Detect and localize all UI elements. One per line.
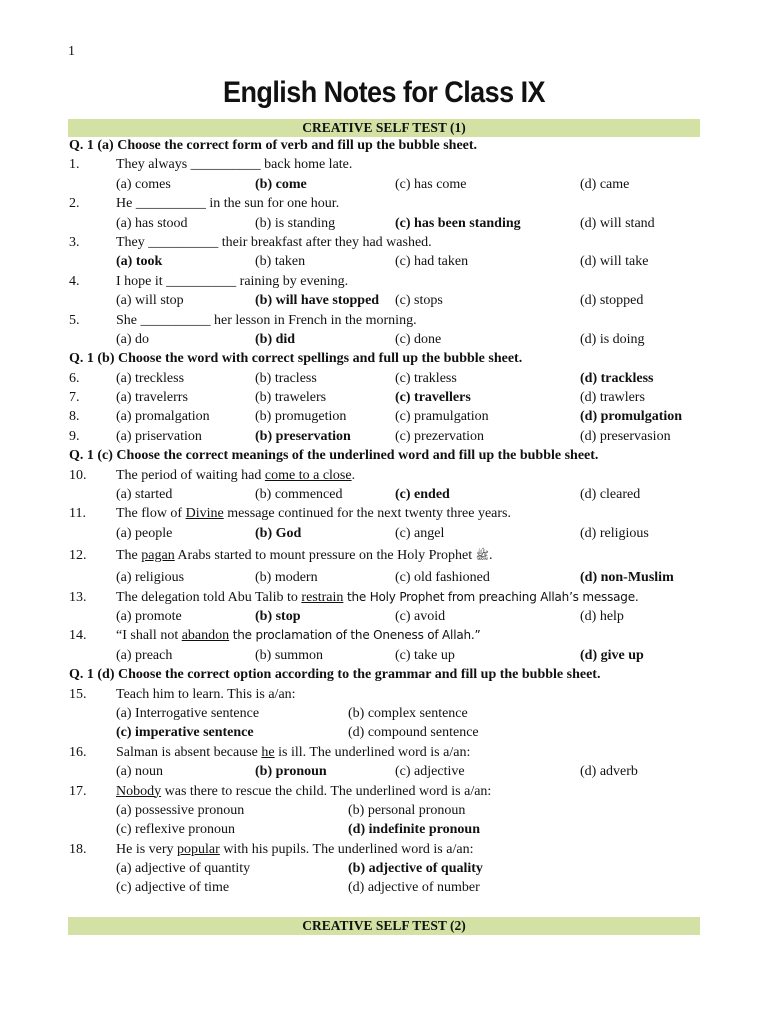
question-10-options <box>69 485 709 504</box>
question-15-options-row-1 <box>69 704 709 723</box>
question-number: 15. <box>69 686 87 702</box>
question-text: They __________ their breakfast after they had washed. <box>116 234 432 250</box>
option-c: (c) old fashioned <box>395 570 490 586</box>
question-number: 3. <box>69 234 80 250</box>
question-18 <box>69 840 709 859</box>
option-c: (c) prezervation <box>395 428 484 444</box>
question-number: 9. <box>69 428 80 444</box>
question-text: The flow of Divine message continued for the next twenty three years. <box>116 506 511 522</box>
question-3-options <box>69 252 709 271</box>
question-number: 13. <box>69 589 87 605</box>
option-a: (a) adjective of quantity <box>116 861 251 877</box>
section-c-heading: Q. 1 (c) Choose the correct meanings of the underlined word and fill up the bubble sheet. <box>69 448 599 464</box>
question-number: 5. <box>69 312 80 328</box>
option-b-correct: (b) come <box>255 176 307 192</box>
option-c-correct: (c) travellers <box>395 390 471 406</box>
question-3 <box>69 233 709 252</box>
question-17-options-row-2 <box>69 820 709 839</box>
option-c: (c) take up <box>395 647 455 663</box>
option-a: (a) Interrogative sentence <box>116 705 260 721</box>
question-text: He __________ in the sun for one hour. <box>116 196 340 212</box>
option-b: (b) summon <box>255 647 324 663</box>
option-d: (d) will take <box>580 254 649 270</box>
question-text: “I shall not abandon the proclamation of the Oneness of Allah.” <box>116 628 481 644</box>
question-text: The period of waiting had come to a close. <box>116 467 356 483</box>
option-b-correct: (b) stop <box>255 608 301 624</box>
page-number: 1 <box>68 44 75 59</box>
option-d-correct: (d) non-Muslim <box>580 570 674 586</box>
question-5 <box>69 311 709 330</box>
question-number: 4. <box>69 273 80 289</box>
question-10 <box>69 466 709 485</box>
option-a: (a) do <box>116 331 150 347</box>
option-d: (d) stopped <box>580 293 644 309</box>
option-c: (c) adjective of time <box>116 880 230 896</box>
option-c: (c) angel <box>395 525 445 541</box>
question-number: 17. <box>69 783 87 799</box>
option-b: (b) tracless <box>255 370 317 386</box>
option-c: (c) done <box>395 331 442 347</box>
option-b-correct: (b) adjective of quality <box>348 861 483 877</box>
question-13 <box>69 588 709 607</box>
option-c: (c) adjective <box>395 764 465 780</box>
option-b: (b) modern <box>255 570 318 586</box>
question-13-options <box>69 607 709 626</box>
question-15-options-row-2 <box>69 723 709 742</box>
question-number: 10. <box>69 467 87 483</box>
option-d: (d) is doing <box>580 331 645 347</box>
underlined-word: Divine <box>185 506 224 522</box>
underlined-word: popular <box>177 841 220 857</box>
question-list <box>69 136 709 898</box>
option-b: (b) personal pronoun <box>348 802 466 818</box>
question-11-options <box>69 524 709 543</box>
option-c: (c) has come <box>395 176 467 192</box>
section-b-heading: Q. 1 (b) Choose the word with correct spellings and full up the bubble sheet. <box>69 351 523 367</box>
option-a: (a) noun <box>116 764 164 780</box>
question-14-options <box>69 646 709 665</box>
question-number: 1. <box>69 157 80 173</box>
underlined-word: pagan <box>141 548 175 564</box>
question-number: 14. <box>69 628 87 644</box>
option-b: (b) is standing <box>255 215 336 231</box>
option-c: (c) had taken <box>395 254 469 270</box>
option-b: (b) taken <box>255 254 306 270</box>
option-c-correct: (c) has been standing <box>395 215 521 231</box>
question-number: 18. <box>69 841 87 857</box>
question-4-options <box>69 291 709 310</box>
question-15 <box>69 685 709 704</box>
option-a: (a) preach <box>116 647 173 663</box>
question-number: 6. <box>69 370 80 386</box>
option-d: (d) came <box>580 176 630 192</box>
question-11 <box>69 504 709 523</box>
underlined-word: he <box>261 744 275 760</box>
question-18-options-row-1 <box>69 859 709 878</box>
question-16-options <box>69 762 709 781</box>
question-number: 2. <box>69 196 80 212</box>
question-16 <box>69 743 709 762</box>
option-a: (a) promalgation <box>116 409 210 425</box>
question-2-options <box>69 214 709 233</box>
underlined-word: restrain <box>301 589 344 605</box>
option-b-correct: (b) will have stopped <box>255 293 380 309</box>
question-number: 11. <box>69 506 86 522</box>
section-a-heading: Q. 1 (a) Choose the correct form of verb and fill up the bubble sheet. <box>69 138 478 153</box>
option-b-correct: (b) pronoun <box>255 764 327 780</box>
option-b-correct: (b) did <box>255 331 296 347</box>
option-d: (d) trawlers <box>580 390 645 406</box>
question-17 <box>69 782 709 801</box>
question-number: 12. <box>69 548 87 564</box>
test-2-heading: CREATIVE SELF TEST (2) <box>68 917 700 935</box>
option-c: (c) pramulgation <box>395 409 489 425</box>
option-c: (c) stops <box>395 293 443 309</box>
option-d: (d) religious <box>580 525 649 541</box>
option-c: (c) trakless <box>395 370 457 386</box>
question-text: They always __________ back home late. <box>116 157 353 173</box>
option-d-correct: (d) give up <box>580 647 644 663</box>
option-d: (d) cleared <box>580 487 641 503</box>
option-b: (b) trawelers <box>255 390 327 406</box>
page-title: English Notes for Class IX <box>222 76 546 109</box>
question-text: The pagan Arabs started to mount pressure on the Holy Prophet ﷺ. <box>116 548 493 564</box>
question-7 <box>69 388 709 407</box>
option-a: (a) travelerrs <box>116 390 188 406</box>
underlined-word: Nobody <box>116 783 162 799</box>
option-b-correct: (b) God <box>255 525 302 541</box>
option-a: (a) has stood <box>116 215 188 231</box>
question-2 <box>69 194 709 213</box>
option-a: (a) started <box>116 487 173 503</box>
question-6 <box>69 369 709 388</box>
question-5-options <box>69 330 709 349</box>
option-d-correct: (d) indefinite pronoun <box>348 822 480 838</box>
option-d: (d) preservasion <box>580 428 671 444</box>
option-b: (b) commenced <box>255 487 343 503</box>
option-a-correct: (a) took <box>116 254 163 270</box>
underlined-word: come to a close <box>264 467 352 483</box>
question-text: The delegation told Abu Talib to restrain the Holy Prophet from preaching Allah’s message. <box>116 589 639 605</box>
option-a: (a) will stop <box>116 293 184 309</box>
section-d-heading: Q. 1 (d) Choose the correct option according to the grammar and fill up the bubble sheet. <box>69 667 601 683</box>
option-d: (d) will stand <box>580 215 655 231</box>
question-number: 8. <box>69 409 80 425</box>
option-c: (c) reflexive pronoun <box>116 822 235 838</box>
question-1 <box>69 155 709 174</box>
option-c-correct: (c) ended <box>395 487 450 503</box>
question-text: Nobody was there to rescue the child. The underlined word is a/an: <box>116 783 492 799</box>
question-9 <box>69 427 709 446</box>
question-12 <box>69 543 709 568</box>
option-d: (d) help <box>580 608 624 624</box>
option-b: (b) promugetion <box>255 409 347 425</box>
option-d: (d) compound sentence <box>348 725 479 741</box>
question-14 <box>69 626 709 645</box>
option-d: (d) adjective of number <box>348 880 480 896</box>
question-number: 7. <box>69 390 80 406</box>
option-d: (d) adverb <box>580 764 638 780</box>
option-c: (c) avoid <box>395 608 446 624</box>
question-text: She __________ her lesson in French in the morning. <box>116 312 417 328</box>
question-number: 16. <box>69 744 87 760</box>
option-a: (a) priservation <box>116 428 202 444</box>
option-b-correct: (b) preservation <box>255 428 351 444</box>
question-17-options-row-1 <box>69 801 709 820</box>
question-8 <box>69 407 709 426</box>
option-a: (a) treckless <box>116 370 185 386</box>
question-text: I hope it __________ raining by evening. <box>116 273 349 289</box>
question-text: Teach him to learn. This is a/an: <box>116 686 296 702</box>
test-1-heading: CREATIVE SELF TEST (1) <box>68 119 700 137</box>
underlined-word: abandon <box>181 628 230 644</box>
honorific-glyph: ﷺ <box>475 549 489 563</box>
question-text: He is very popular with his pupils. The underlined word is a/an: <box>116 841 474 857</box>
option-d-correct: (d) trackless <box>580 370 654 386</box>
option-a: (a) promote <box>116 608 182 624</box>
option-c-correct: (c) imperative sentence <box>116 725 254 741</box>
question-4 <box>69 272 709 291</box>
question-text: Salman is absent because he is ill. The underlined word is a/an: <box>116 744 471 760</box>
question-1-options <box>69 175 709 194</box>
option-a: (a) religious <box>116 570 185 586</box>
option-a: (a) comes <box>116 176 171 192</box>
option-d-correct: (d) promulgation <box>580 409 683 425</box>
question-18-options-row-2 <box>69 878 709 897</box>
option-b: (b) complex sentence <box>348 705 468 721</box>
option-a: (a) possessive pronoun <box>116 802 245 818</box>
option-a: (a) people <box>116 525 173 541</box>
question-12-options <box>69 568 709 587</box>
